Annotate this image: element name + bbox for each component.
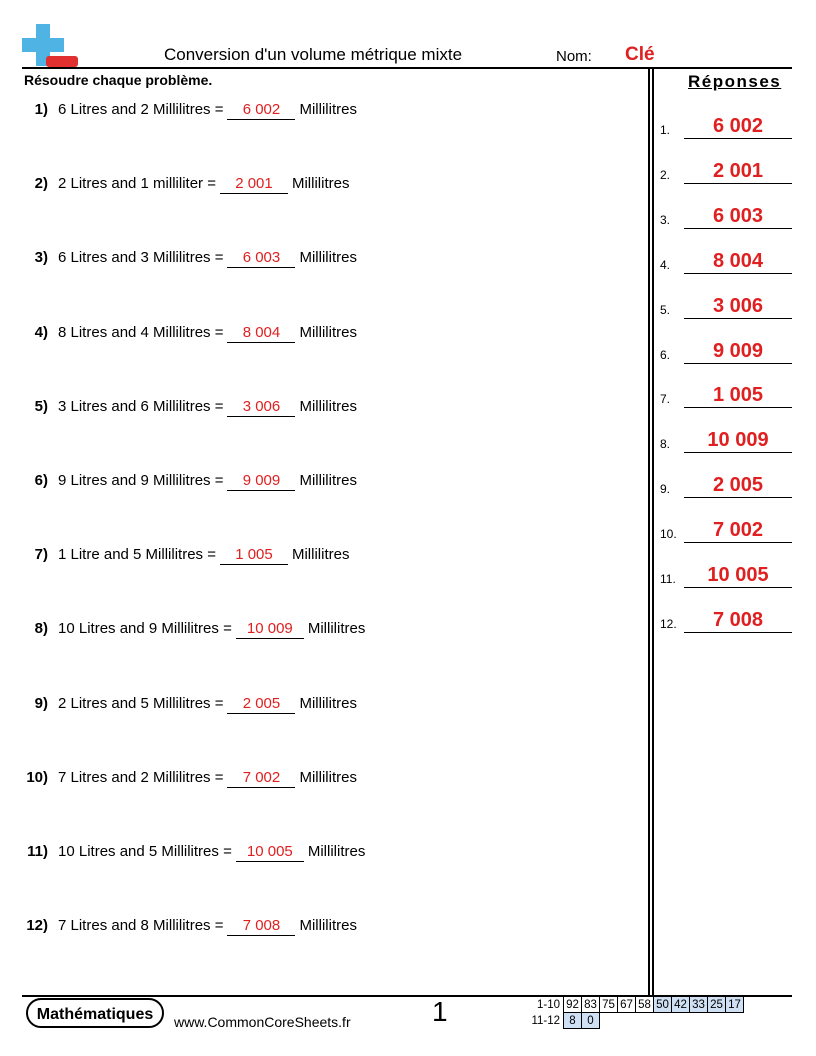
problem-unit: Millilitres bbox=[291, 546, 350, 564]
problem-unit: Millilitres bbox=[299, 249, 357, 267]
name-value: Clé bbox=[625, 44, 655, 65]
problem-unit: Millilitres bbox=[299, 397, 357, 415]
problem-number: 10) bbox=[26, 768, 48, 786]
answers-title: Réponses bbox=[688, 72, 782, 91]
problem-item bbox=[0, 917, 640, 941]
answer-key-number: 1. bbox=[660, 123, 671, 137]
problem-unit: Millilitres bbox=[299, 323, 357, 341]
column-divider bbox=[652, 68, 654, 996]
subject-badge: Mathématiques bbox=[26, 998, 164, 1028]
problem-question: 8 Litres and 4 Millilitres = bbox=[58, 323, 224, 341]
problem-unit: Millilitres bbox=[299, 917, 357, 935]
problem-number: 9) bbox=[34, 694, 48, 712]
answer-blank: 10 009 bbox=[236, 620, 304, 639]
problem-question: 2 Litres and 1 milliliter = bbox=[58, 175, 216, 193]
answer-key-value: 10 009 bbox=[684, 428, 792, 453]
answer-key-item bbox=[660, 199, 792, 229]
score-cell: 50 bbox=[654, 997, 672, 1013]
answer-key-value: 3 006 bbox=[684, 294, 792, 319]
problem-item bbox=[0, 249, 640, 273]
answer-key-item bbox=[660, 423, 792, 453]
problem-number: 5) bbox=[34, 397, 48, 415]
answer-blank: 10 005 bbox=[236, 843, 304, 862]
answer-key-item bbox=[660, 378, 792, 408]
problem-item bbox=[0, 769, 640, 793]
answer-key-value: 10 005 bbox=[684, 563, 792, 588]
answer-key-item bbox=[660, 558, 792, 588]
answer-key-value: 7 008 bbox=[684, 608, 792, 633]
problem-item bbox=[0, 398, 640, 422]
problem-item bbox=[0, 843, 640, 867]
problem-number: 7) bbox=[34, 546, 48, 564]
answer-key-number: 6. bbox=[660, 347, 671, 362]
score-range-label: 11-12 bbox=[531, 1014, 560, 1027]
problem-text bbox=[58, 620, 365, 639]
problem-question: 7 Litres and 8 Millilitres = bbox=[58, 917, 224, 935]
problem-number: 6) bbox=[34, 472, 48, 489]
problem-number: 3) bbox=[34, 249, 48, 267]
answer-key-item bbox=[660, 603, 792, 633]
problem-text bbox=[58, 175, 349, 194]
header-divider bbox=[22, 67, 792, 69]
answer-key-item bbox=[660, 289, 792, 319]
problem-number: 12) bbox=[26, 917, 48, 935]
problem-item bbox=[0, 546, 640, 570]
score-cell: 25 bbox=[708, 997, 726, 1013]
problem-item bbox=[0, 695, 640, 719]
site-url: www.CommonCoreSheets.fr bbox=[174, 1014, 351, 1030]
problem-item bbox=[0, 324, 640, 348]
answer-key-value: 9 009 bbox=[684, 339, 792, 364]
score-cell: 33 bbox=[690, 997, 708, 1013]
answer-key-item bbox=[660, 154, 792, 184]
answer-blank: 8 004 bbox=[227, 324, 295, 343]
answer-blank: 3 006 bbox=[227, 398, 295, 417]
answer-blank: 6 002 bbox=[227, 101, 295, 120]
answer-blank: 6 003 bbox=[227, 249, 295, 268]
answer-key-number: 4. bbox=[660, 257, 671, 272]
answer-key-value: 7 002 bbox=[684, 518, 792, 543]
answer-key-number: 10. bbox=[660, 527, 677, 542]
answer-key-value: 1 005 bbox=[684, 383, 792, 408]
answer-key-number: 7. bbox=[660, 392, 671, 407]
score-cell: 83 bbox=[582, 997, 600, 1013]
problem-item bbox=[0, 101, 640, 125]
problem-unit: Millilitres bbox=[299, 472, 357, 489]
answer-key-item bbox=[660, 513, 792, 543]
problem-question: 2 Litres and 5 Millilitres = bbox=[58, 694, 224, 712]
problem-text bbox=[58, 398, 357, 417]
score-cell: 17 bbox=[726, 997, 744, 1013]
score-row bbox=[530, 997, 744, 1013]
answer-key-value: 6 002 bbox=[684, 114, 792, 139]
logo-minus-icon bbox=[46, 56, 78, 67]
problem-unit: Millilitres bbox=[299, 768, 357, 786]
problem-question: 6 Litres and 2 Millilitres = bbox=[58, 101, 224, 118]
score-cell: 42 bbox=[672, 997, 690, 1013]
answer-key-number: 8. bbox=[660, 437, 671, 452]
worksheet-title: Conversion d'un volume métrique mixte bbox=[164, 45, 463, 64]
problem-text bbox=[58, 324, 357, 343]
answer-key-number: 5. bbox=[660, 302, 671, 317]
instructions: Résoudre chaque problème. bbox=[24, 72, 213, 88]
answer-key-number: 2. bbox=[660, 167, 671, 182]
answer-key-number: 3. bbox=[660, 212, 671, 227]
problem-text bbox=[58, 101, 357, 120]
problem-question: 3 Litres and 6 Millilitres = bbox=[58, 397, 224, 415]
answer-key-item bbox=[660, 334, 792, 364]
answer-key-item bbox=[660, 244, 792, 274]
answer-key-value: 8 004 bbox=[684, 249, 792, 274]
answer-key-value: 2 005 bbox=[684, 473, 792, 498]
problem-item bbox=[0, 175, 640, 199]
answer-blank: 9 009 bbox=[227, 472, 295, 491]
problem-question: 10 Litres and 5 Millilitres = bbox=[58, 843, 232, 860]
problem-text bbox=[58, 843, 365, 862]
score-cell: 58 bbox=[636, 997, 654, 1013]
page-number: 1 bbox=[432, 996, 448, 1027]
problem-item bbox=[0, 472, 640, 496]
problem-item bbox=[0, 620, 640, 644]
column-divider bbox=[648, 68, 650, 996]
problem-text bbox=[58, 472, 357, 491]
score-cell: 92 bbox=[564, 997, 582, 1013]
problem-text bbox=[58, 695, 357, 714]
score-row bbox=[530, 1013, 744, 1029]
problem-unit: Millilitres bbox=[307, 843, 366, 860]
problem-number: 2) bbox=[34, 175, 48, 193]
score-cell: 8 bbox=[564, 1013, 582, 1029]
problem-number: 4) bbox=[34, 323, 48, 341]
answer-key-number: 9. bbox=[660, 482, 671, 497]
problem-unit: Millilitres bbox=[299, 694, 357, 712]
score-table bbox=[530, 996, 744, 1029]
problem-question: 10 Litres and 9 Millilitres = bbox=[58, 620, 232, 638]
name-label: Nom: bbox=[556, 48, 592, 65]
problem-unit: Millilitres bbox=[299, 101, 357, 118]
problem-number: 11) bbox=[27, 843, 48, 860]
problem-number: 8) bbox=[34, 620, 48, 638]
problem-unit: Millilitres bbox=[307, 620, 366, 638]
answer-blank: 7 002 bbox=[227, 769, 295, 788]
answer-key-value: 2 001 bbox=[684, 159, 792, 184]
answer-blank: 1 005 bbox=[220, 546, 288, 565]
problem-unit: Millilitres bbox=[291, 175, 350, 193]
answer-key-item bbox=[660, 109, 792, 139]
problem-text bbox=[58, 917, 357, 936]
score-range-label: 1-10 bbox=[536, 998, 560, 1011]
problem-text bbox=[58, 769, 357, 788]
answer-blank: 2 001 bbox=[220, 175, 288, 194]
answer-key-number: 12. bbox=[660, 616, 677, 631]
problem-question: 9 Litres and 9 Millilitres = bbox=[58, 472, 224, 489]
problem-text bbox=[58, 546, 349, 565]
answer-blank: 2 005 bbox=[227, 695, 295, 714]
score-cell: 75 bbox=[600, 997, 618, 1013]
answer-key-item bbox=[660, 468, 792, 498]
answer-key-number: 11. bbox=[660, 572, 676, 586]
problem-question: 7 Litres and 2 Millilitres = bbox=[58, 768, 224, 786]
score-cell: 0 bbox=[582, 1013, 600, 1029]
problem-question: 6 Litres and 3 Millilitres = bbox=[58, 249, 224, 267]
problem-text bbox=[58, 249, 357, 268]
score-cell: 67 bbox=[618, 997, 636, 1013]
problem-question: 1 Litre and 5 Millilitres = bbox=[58, 546, 216, 564]
answer-key-value: 6 003 bbox=[684, 204, 792, 229]
problem-number: 1) bbox=[34, 101, 48, 118]
answer-blank: 7 008 bbox=[227, 917, 295, 936]
